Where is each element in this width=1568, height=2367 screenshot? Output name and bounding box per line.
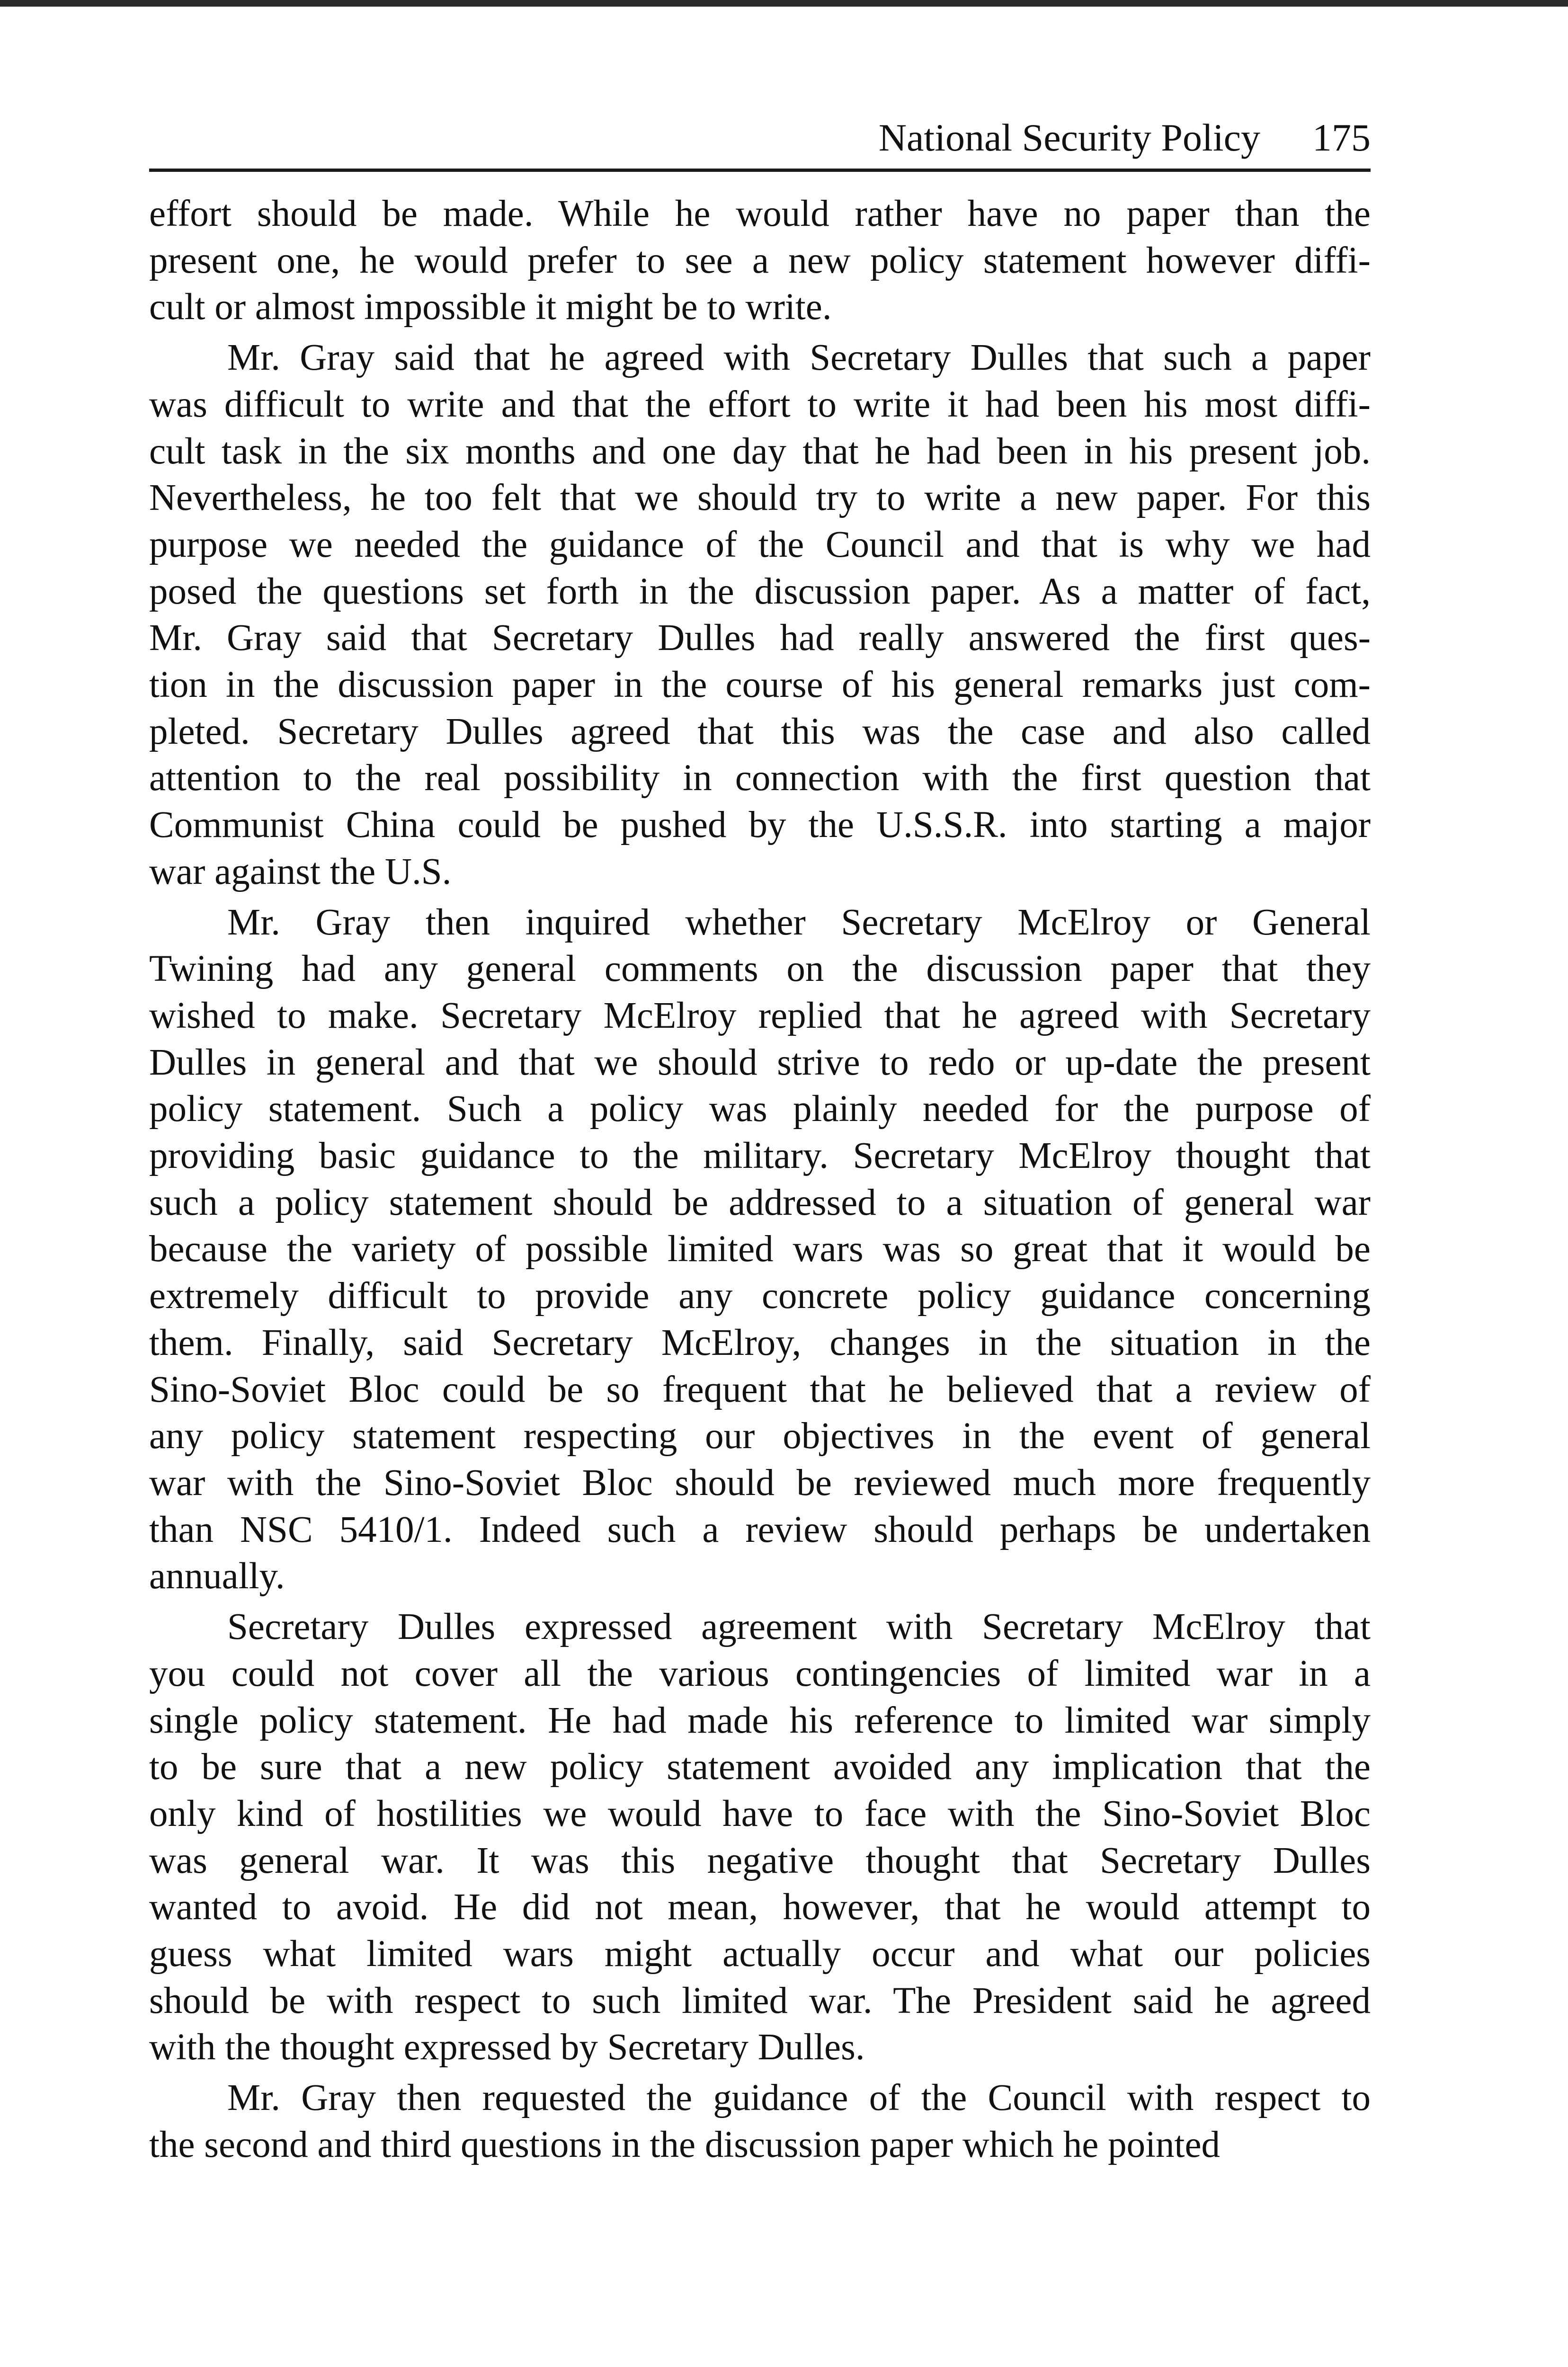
text-line: with the thought expressed by Secretary Dulles. — [149, 2027, 865, 2068]
text-line: them. Finally, said Secretary McElroy, changes in the situation in the — [149, 1322, 1371, 1363]
text-line: Mr. Gray then inquired whether Secretary McElroy or General — [227, 901, 1371, 943]
text-line: Dulles in general and that we should strive to redo or up-date the present — [149, 1041, 1371, 1083]
text-line: cult task in the six months and one day that he had been in his present job. — [149, 430, 1371, 472]
text-line: pleted. Secretary Dulles agreed that this was the case and also called — [149, 711, 1371, 752]
text-line: only kind of hostilities we would have to face with the Sino-Soviet Bloc — [149, 1793, 1371, 1834]
paragraph — [149, 899, 1371, 1601]
text-line: any policy statement respecting our objectives in the event of general — [149, 1415, 1371, 1457]
text-line: you could not cover all the various contingencies of limited war in a — [149, 1653, 1371, 1694]
running-title: National Security Policy — [878, 116, 1260, 159]
text-line: was general war. It was this negative thought that Secretary Dulles — [149, 1840, 1371, 1881]
text-line: tion in the discussion paper in the course of his general remarks just com- — [149, 664, 1371, 706]
paragraph — [149, 1604, 1371, 2071]
text-line: such a policy statement should be addressed to a situation of general war — [149, 1182, 1371, 1223]
page-top-edge — [0, 0, 1568, 7]
text-line: should be with respect to such limited war. The President said he agreed — [149, 1980, 1371, 2021]
text-line: policy statement. Such a policy was plainly needed for the purpose of — [149, 1088, 1371, 1130]
text-line: extremely difficult to provide any concrete policy guidance concerning — [149, 1275, 1371, 1317]
text-line: Secretary Dulles expressed agreement with Secretary McElroy that — [227, 1606, 1371, 1648]
text-line: Mr. Gray said that Secretary Dulles had really answered the first ques- — [149, 617, 1371, 659]
text-line: because the variety of possible limited wars was so great that it would be — [149, 1228, 1371, 1270]
text-line: war with the Sino-Soviet Bloc should be reviewed much more frequently — [149, 1462, 1371, 1504]
body-text — [149, 191, 1371, 2169]
text-line: Mr. Gray then requested the guidance of the Council with respect to — [227, 2077, 1371, 2119]
text-line: purpose we needed the guidance of the Council and that is why we had — [149, 524, 1371, 565]
paragraph — [149, 191, 1371, 331]
text-line: to be sure that a new policy statement avoided any implication that the — [149, 1746, 1371, 1788]
running-header — [149, 118, 1371, 172]
text-line: Communist China could be pushed by the U.S.S.R. into starting a major — [149, 804, 1371, 846]
page-number: 175 — [1312, 116, 1371, 159]
text-line: guess what limited wars might actually occur and what our policies — [149, 1933, 1371, 1975]
text-line: Mr. Gray said that he agreed with Secretary Dulles that such a paper — [227, 337, 1371, 379]
text-line: present one, he would prefer to see a new policy statement however diffi- — [149, 240, 1371, 281]
book-page — [149, 118, 1371, 2172]
text-line: providing basic guidance to the military. Secretary McElroy thought that — [149, 1135, 1371, 1177]
text-line: Sino-Soviet Bloc could be so frequent that he believed that a review of — [149, 1369, 1371, 1410]
text-line: wanted to avoid. He did not mean, however, that he would attempt to — [149, 1886, 1371, 1928]
text-line: annually. — [149, 1556, 285, 1597]
text-line: attention to the real possibility in connection with the first question that — [149, 757, 1371, 799]
text-line: wished to make. Secretary McElroy replied that he agreed with Secretary — [149, 995, 1371, 1036]
paragraph — [149, 335, 1371, 895]
text-line: single policy statement. He had made his reference to limited war simply — [149, 1700, 1371, 1741]
text-line: cult or almost impossible it might be to write. — [149, 286, 832, 328]
text-line: Nevertheless, he too felt that we should try to write a new paper. For this — [149, 477, 1371, 519]
text-line: war against the U.S. — [149, 851, 452, 892]
text-line: Twining had any general comments on the discussion paper that they — [149, 948, 1371, 990]
text-line: the second and third questions in the discussion paper which he pointed — [149, 2124, 1221, 2165]
text-line: was difficult to write and that the effort to write it had been his most diffi- — [149, 383, 1371, 425]
text-line: posed the questions set forth in the discussion paper. As a matter of fact, — [149, 570, 1371, 612]
paragraph — [149, 2075, 1371, 2168]
text-line: effort should be made. While he would rather have no paper than the — [149, 193, 1371, 234]
text-line: than NSC 5410/1. Indeed such a review should perhaps be undertaken — [149, 1509, 1371, 1550]
